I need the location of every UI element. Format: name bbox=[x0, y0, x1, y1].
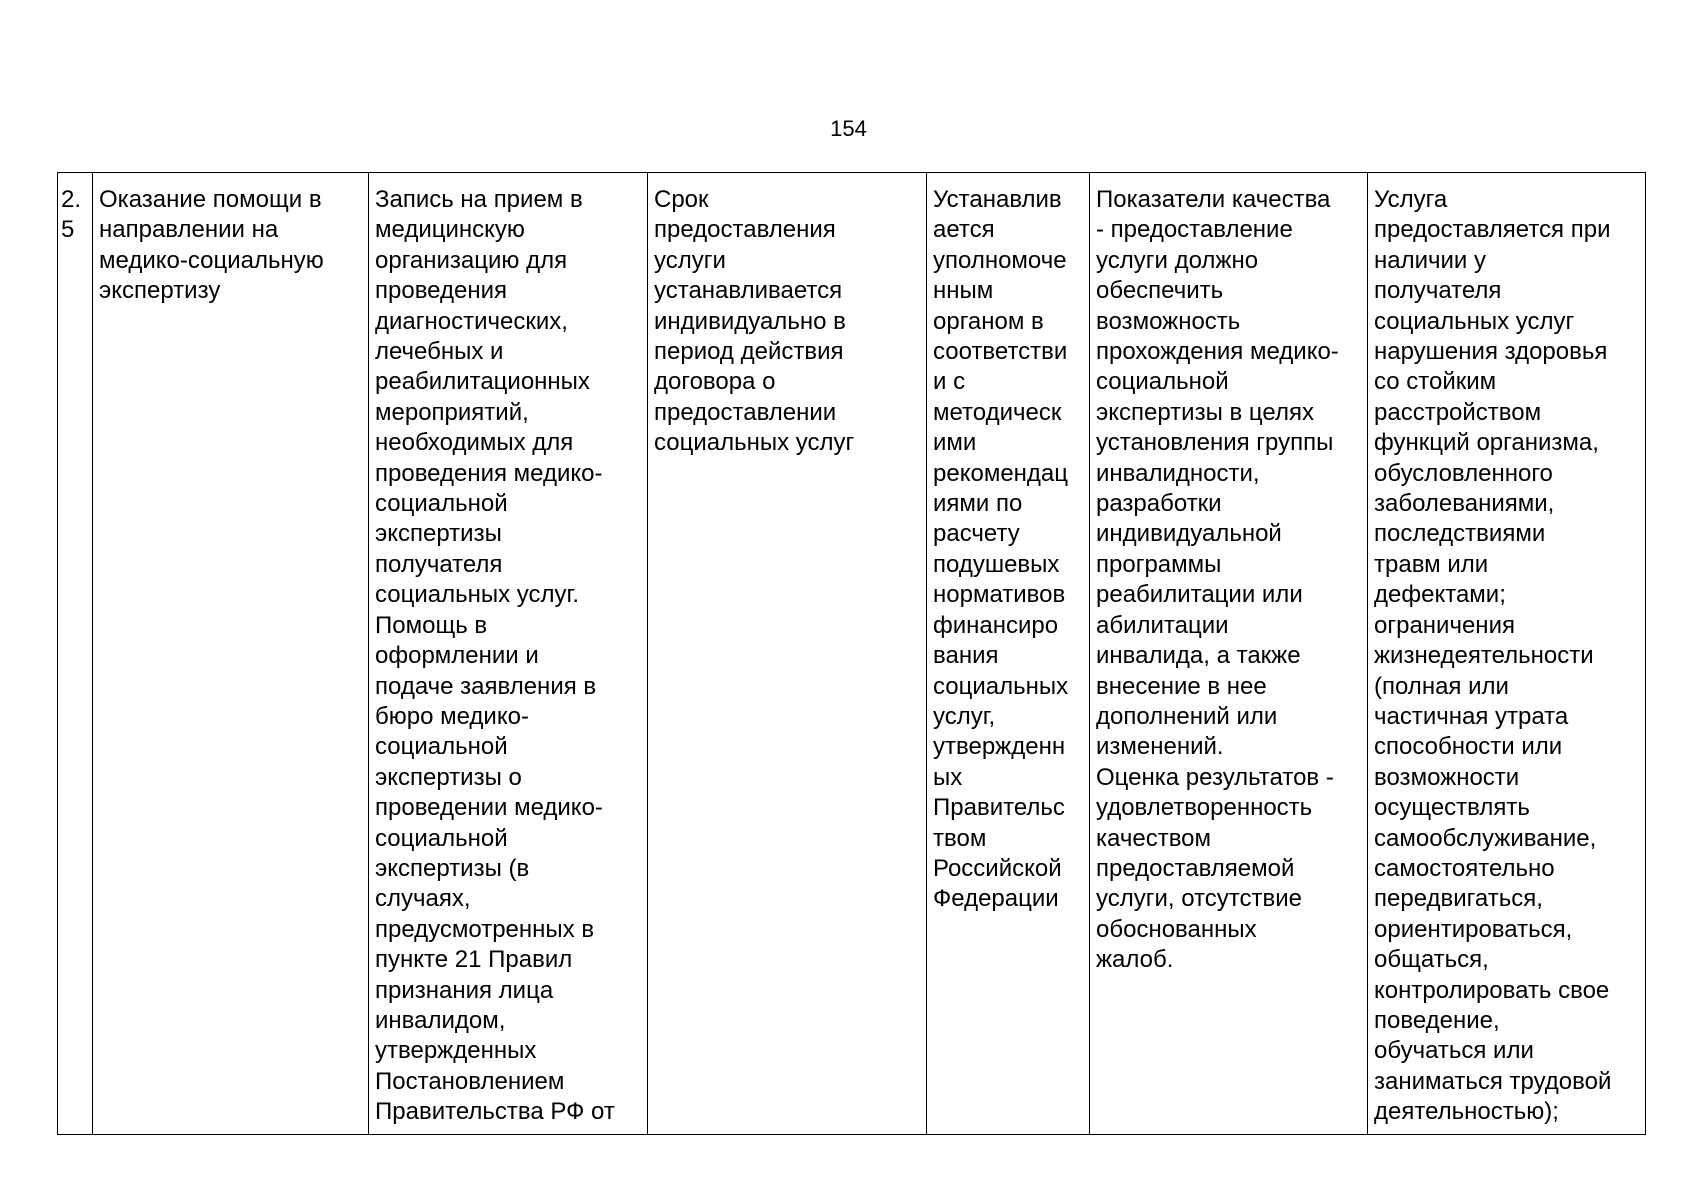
cell-text-line: программы bbox=[1096, 550, 1222, 578]
cell-text-line: Срок bbox=[654, 186, 709, 213]
cell-text-line: мероприятий, bbox=[375, 398, 529, 426]
cell-text-line: соответстви bbox=[933, 338, 1068, 366]
cell-text-line: частичная утрата bbox=[1374, 702, 1569, 730]
cell-text-line: социальных услуг bbox=[1374, 307, 1575, 335]
cell-text-line: Запись на прием в bbox=[375, 186, 583, 213]
cell-text-line: ограничения bbox=[1374, 611, 1515, 639]
cell-text-line: заниматься трудовой bbox=[1374, 1067, 1612, 1095]
cell-text-line: медико-социальную bbox=[99, 246, 324, 274]
cell-text-line: получателя bbox=[1374, 277, 1502, 305]
cell-text-line: диагностических, bbox=[375, 307, 568, 335]
cell-text-line: необходимых для bbox=[375, 429, 574, 457]
cell-text-line: самообслуживание, bbox=[1374, 824, 1597, 852]
cell-text-line: предоставлении bbox=[654, 398, 837, 426]
cell-text-line: Помощь в bbox=[375, 611, 488, 639]
services-table bbox=[57, 172, 1646, 1135]
cell-text-line: экспертизы bbox=[375, 520, 502, 548]
cell-text-line: реабилитации или bbox=[1096, 581, 1303, 609]
cell-text-line: социальной bbox=[1096, 368, 1229, 396]
cell-text-line: услуги bbox=[654, 246, 726, 274]
cell-text-line: медицинскую bbox=[375, 216, 525, 244]
cell-text-line: пункте 21 Правил bbox=[375, 946, 573, 974]
cell-text-line: экспертизы в целях bbox=[1096, 398, 1314, 426]
cell-text-line: реабилитационных bbox=[375, 368, 590, 396]
cell-text-line: установления группы bbox=[1096, 429, 1334, 457]
cell-text-line: поведение, bbox=[1374, 1006, 1500, 1034]
cell-text-line: со стойким bbox=[1374, 368, 1497, 396]
cell-text-line: органом в bbox=[933, 307, 1044, 335]
cell-text-line: контролировать свое bbox=[1374, 976, 1610, 1004]
cell-text-line: и с bbox=[933, 368, 966, 396]
cell-text-line: возможности bbox=[1374, 763, 1520, 791]
cell-text-line: твом bbox=[933, 824, 987, 852]
cell-text-line: Российской bbox=[933, 854, 1062, 882]
cell-text-line: вания bbox=[933, 642, 999, 670]
cell-text-line: направлении на bbox=[99, 216, 279, 244]
cell-text-line: индивидуальной bbox=[1096, 520, 1282, 548]
cell-text-line: нным bbox=[933, 277, 994, 305]
service-term-cell bbox=[648, 173, 927, 1135]
cell-text-line: утвержденных bbox=[375, 1037, 537, 1065]
cell-text-line: предусмотренных в bbox=[375, 915, 595, 943]
cell-text-line: передвигаться, bbox=[1374, 885, 1543, 913]
cell-text-line: функций организма, bbox=[1374, 429, 1599, 457]
cell-text-line: Услуга bbox=[1374, 186, 1448, 213]
cell-text-line: Оказание помощи в bbox=[99, 186, 322, 213]
cell-text-line: последствиями bbox=[1374, 520, 1546, 548]
service-norm-cell bbox=[927, 173, 1090, 1135]
cell-text-line: нормативов bbox=[933, 581, 1066, 609]
cell-text-line: финансиро bbox=[933, 611, 1059, 639]
cell-text-line: абилитации bbox=[1096, 611, 1229, 639]
cell-text-line: жизнедеятельности bbox=[1374, 642, 1594, 670]
cell-text-line: инвалида, а также bbox=[1096, 642, 1301, 670]
cell-text-line: инвалидом, bbox=[375, 1006, 506, 1034]
cell-text-line: социальной bbox=[375, 824, 508, 852]
quality-indicators-cell bbox=[1090, 173, 1368, 1135]
cell-text-line: экспертизу bbox=[99, 277, 221, 305]
cell-text-line: деятельностью); bbox=[1374, 1098, 1559, 1126]
cell-text-line: обучаться или bbox=[1374, 1037, 1534, 1065]
cell-text-line: 5 bbox=[61, 216, 75, 244]
cell-text-line: прохождения медико- bbox=[1096, 338, 1339, 366]
cell-text-line: Постановлением bbox=[375, 1067, 565, 1095]
cell-text-line: Оценка результатов - bbox=[1096, 763, 1334, 791]
cell-text-line: жалоб. bbox=[1096, 946, 1174, 974]
cell-text-line: изменений. bbox=[1096, 733, 1224, 761]
cell-text-line: заболеваниями, bbox=[1374, 490, 1555, 518]
cell-text-line: ориентироваться, bbox=[1374, 915, 1573, 943]
cell-text-line: индивидуально в bbox=[654, 307, 846, 335]
cell-text-line: общаться, bbox=[1374, 946, 1489, 974]
cell-text-line: возможность bbox=[1096, 307, 1241, 335]
cell-text-line: проведения медико- bbox=[375, 459, 603, 487]
service-conditions-cell bbox=[1368, 173, 1646, 1135]
cell-text-line: услуги должно bbox=[1096, 246, 1259, 274]
cell-text-line: расстройством bbox=[1374, 398, 1542, 426]
cell-text-line: ими bbox=[933, 429, 977, 457]
cell-text-line: нарушения здоровья bbox=[1374, 338, 1608, 366]
cell-text-line: социальной bbox=[375, 733, 508, 761]
cell-text-line: оформлении и bbox=[375, 642, 539, 670]
cell-text-line: обеспечить bbox=[1096, 277, 1224, 305]
cell-text-line: разработки bbox=[1096, 490, 1222, 518]
cell-text-line: получателя bbox=[375, 550, 503, 578]
item-number-cell bbox=[58, 173, 93, 1135]
cell-text-line: экспертизы о bbox=[375, 763, 522, 791]
cell-text-line: Показатели качества bbox=[1096, 186, 1331, 213]
cell-text-line: Устанавлив bbox=[933, 186, 1062, 213]
page-number: 154 bbox=[830, 116, 867, 141]
cell-text-line: бюро медико- bbox=[375, 702, 529, 730]
cell-text-line: инвалидности, bbox=[1096, 459, 1260, 487]
cell-text-line: договора о bbox=[654, 368, 776, 396]
cell-text-line: обоснованных bbox=[1096, 915, 1257, 943]
cell-text-line: качеством bbox=[1096, 824, 1212, 852]
cell-text-line: рекомендац bbox=[933, 459, 1069, 487]
cell-text-line: наличии у bbox=[1374, 246, 1486, 274]
cell-text-line: дефектами; bbox=[1374, 581, 1506, 609]
cell-text-line: самостоятельно bbox=[1374, 854, 1555, 882]
cell-text-line: расчету bbox=[933, 520, 1020, 548]
cell-text-line: услуги, отсутствие bbox=[1096, 885, 1302, 913]
cell-text-line: признания лица bbox=[375, 976, 554, 1004]
cell-text-line: проведения bbox=[375, 277, 507, 305]
cell-text-line: предоставляется при bbox=[1374, 216, 1611, 244]
cell-text-line: ается bbox=[933, 216, 995, 244]
cell-text-line: травм или bbox=[1374, 550, 1489, 578]
cell-text-line: социальных услуг. bbox=[375, 581, 580, 609]
cell-text-line: услуг, bbox=[933, 702, 996, 730]
cell-text-line: подушевых bbox=[933, 550, 1060, 578]
cell-text-line: ых bbox=[933, 763, 963, 791]
cell-text-line: социальных услуг bbox=[654, 429, 855, 457]
cell-text-line: устанавливается bbox=[654, 277, 843, 305]
cell-text-line: утвержденн bbox=[933, 733, 1066, 761]
cell-text-line: обусловленного bbox=[1374, 459, 1553, 487]
cell-text-line: предоставляемой bbox=[1096, 854, 1295, 882]
service-name-cell bbox=[93, 173, 369, 1135]
cell-text-line: организацию для bbox=[375, 246, 568, 274]
cell-text-line: осуществлять bbox=[1374, 794, 1530, 822]
cell-text-line: иями по bbox=[933, 490, 1023, 518]
cell-text-line: - предоставление bbox=[1096, 216, 1293, 244]
cell-text-line: способности или bbox=[1374, 733, 1563, 761]
cell-text-line: дополнений или bbox=[1096, 702, 1278, 730]
cell-text-line: подаче заявления в bbox=[375, 672, 597, 700]
cell-text-line: Правительства РФ от bbox=[375, 1098, 615, 1126]
table-row bbox=[58, 173, 1646, 1135]
cell-text-line: уполномоче bbox=[933, 246, 1067, 274]
cell-text-line: период действия bbox=[654, 338, 844, 366]
cell-text-line: проведении медико- bbox=[375, 794, 603, 822]
cell-text-line: 2. bbox=[61, 186, 82, 213]
cell-text-line: методическ bbox=[933, 398, 1062, 426]
cell-text-line: экспертизы (в bbox=[375, 854, 530, 882]
cell-text-line: Федерации bbox=[933, 885, 1059, 913]
cell-text-line: внесение в нее bbox=[1096, 672, 1267, 700]
cell-text-line: (полная или bbox=[1374, 672, 1509, 700]
cell-text-line: лечебных и bbox=[375, 338, 504, 366]
service-description-cell bbox=[369, 173, 648, 1135]
cell-text-line: предоставления bbox=[654, 216, 836, 244]
cell-text-line: Правительс bbox=[933, 794, 1065, 822]
cell-text-line: социальных bbox=[933, 672, 1069, 700]
cell-text-line: случаях, bbox=[375, 885, 471, 913]
cell-text-line: удовлетворенность bbox=[1096, 794, 1313, 822]
cell-text-line: социальной bbox=[375, 490, 508, 518]
